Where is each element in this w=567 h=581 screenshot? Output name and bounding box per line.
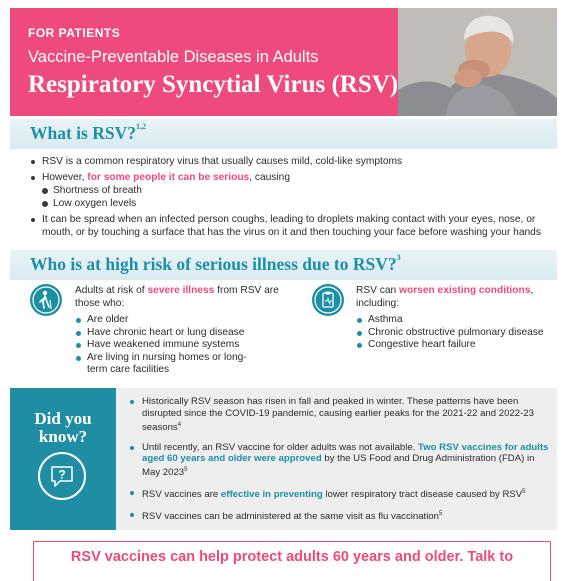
list-item: Shortness of breath (42, 184, 560, 197)
svg-text:?: ? (58, 467, 66, 482)
list-item: Have weakened immune systems (75, 339, 250, 352)
for-patients-label: FOR PATIENTS (28, 26, 121, 40)
what-is-rsv-band (10, 119, 557, 149)
risk-left-intro: Adults at risk of severe illness from RSV are those who: (75, 285, 279, 309)
protection-callout (33, 541, 551, 581)
page-title: Respiratory Syncytial Virus (RSV) (28, 71, 399, 98)
list-item: Low oxygen levels (42, 197, 560, 210)
coughing-man-photo (398, 8, 557, 116)
list-item: It can be spread when an infected person coughs, leading to droplets making contact with your eyes, nose, or mouth, or by touching a surface that has the virus on it and then touching your face before washing your hands (30, 213, 560, 239)
clipboard-health-icon (312, 284, 344, 316)
did-you-know-list (130, 396, 550, 531)
high-risk-heading: Who is at high risk of serious illness due to RSV?$^3$ (30, 253, 401, 274)
list-item: Congestive heart failure (356, 339, 556, 352)
question-chat-icon (38, 452, 86, 500)
risk-left-column (75, 285, 285, 377)
risk-right-intro: RSV can worsen existing conditions, including: (356, 285, 534, 309)
callout-text: RSV vaccines can help protect adults 60 years and older. Talk to (70, 549, 514, 565)
risk-right-column (356, 285, 556, 352)
list-item: RSV vaccines can be administered at the same visit as flu vaccination$^5$ (130, 509, 550, 523)
header-subtitle: Vaccine-Preventable Diseases in Adults (28, 48, 319, 66)
did-you-know-title: Did you know? (34, 409, 92, 446)
list-item: Asthma (356, 314, 556, 327)
list-item: Until recently, an RSV vaccine for older adults was not available. Two RSV vaccines for adults aged 60 years and older were approved by the US Food and Drug Administration (FDA) in May 2023$^5$ (130, 442, 550, 480)
list-item: RSV vaccines are effective in preventing lower respiratory tract disease caused by RSV$^5$ (130, 487, 550, 501)
list-item: RSV is a common respiratory virus that usually causes mild, cold-like symptoms (30, 155, 560, 168)
list-item: Have chronic heart or lung disease (75, 327, 250, 340)
high-risk-band (10, 250, 557, 280)
list-item: Historically RSV season has risen in fall and peaked in winter. These patterns have been disrupted since the COVID-19 pandemic, causing earlier peaks for the 2021-22 and 2022-23 seasons$^4$ (130, 396, 550, 434)
did-you-know-panel (10, 388, 557, 530)
header-banner (10, 8, 557, 116)
did-you-know-sidebar (10, 388, 116, 530)
list-item: Chronic obstructive pulmonary disease (356, 327, 556, 340)
what-is-rsv-heading: What is RSV?$^{1,2}$ (30, 122, 146, 143)
elderly-person-icon (30, 284, 62, 316)
list-item: However, for some people it can be serious, causing Shortness of breath Low oxygen levels (30, 171, 560, 210)
what-is-rsv-list (30, 155, 560, 242)
list-item: Are living in nursing homes or long-term care facilities (75, 352, 250, 377)
list-item: Are older (75, 314, 250, 327)
